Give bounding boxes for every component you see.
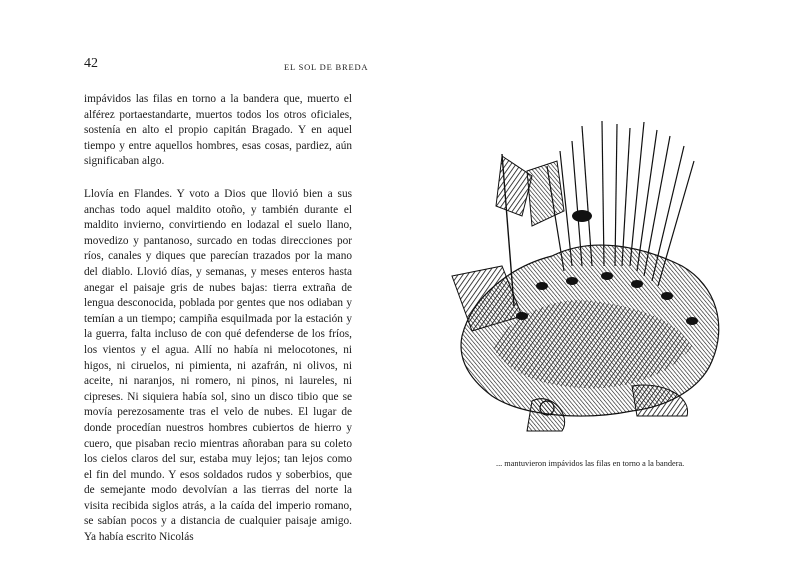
body-paragraph-2 [84,187,352,546]
flag-left [496,156,532,216]
battle-illustration [432,116,732,436]
running-head: EL SOL DE BREDA [284,62,369,72]
right-page [400,0,800,585]
paragraph-text: Llovía en Flandes. Y voto a Dios que llovió bien a sus anchas todo aquel maldito otoño, y también durante el maldito invierno, convirtiendo en lodazal el suelo llano, movedizo y pantanoso, surcado en todas direcciones por ríos, canales y diques que parecían trazados por la mano del diablo. Llovió días, y semanas, y meses enteros hasta anegar el paisaje gris de nubes bajas: tierra extraña de lengua desconocida, poblada por gentes que nos odiaban y temían a un tiempo; campiña esquilmada por la estación y la guerra, falta incluso de con qué defenderse de los fríos, los vientos y el agua. Allí no había ni melocotones, ni higos, ni ciruelos, ni pimienta, ni azafrán, ni olivos, ni aceite, ni naranjos, ni romero, ni pinos, ni laureles, ni cipreses. Ni siquiera había sol, sino un disco tibio que se movía perezosamente tras el velo de nubes. El lugar de donde procedían nuestros hombres cubiertos de hierro y cuero, que pisaban recio mientras añoraban para su coleto los cielos claros del sur, estaba muy lejos; tan lejos como el fin del mundo. Y esos soldados rudos y soberbios, que de semejante modo devolvían a las tierras del norte la visita recibida siglos atrás, a la caída del imperio romano, se sabían pocos y a distancia de cualquier paisaje amigo. Ya había escrito Nicolás [84,188,352,544]
flag-center [527,161,564,226]
page-number: 42 [84,56,98,71]
paragraph-text: impávidos las filas en torno a la bandera que, muerto el alférez portaestandarte, muertos todos los otros oficiales, sostenía en alto el propio capitán Bragado. Y en aquel tiempo y entre aquellos hombres, esas cosas, pardiez, aún significaban algo. [84,93,352,168]
illustration-caption: ... mantuvieron impávidos las filas en torno a la bandera. [496,459,685,468]
body-paragraph-1 [84,92,352,170]
